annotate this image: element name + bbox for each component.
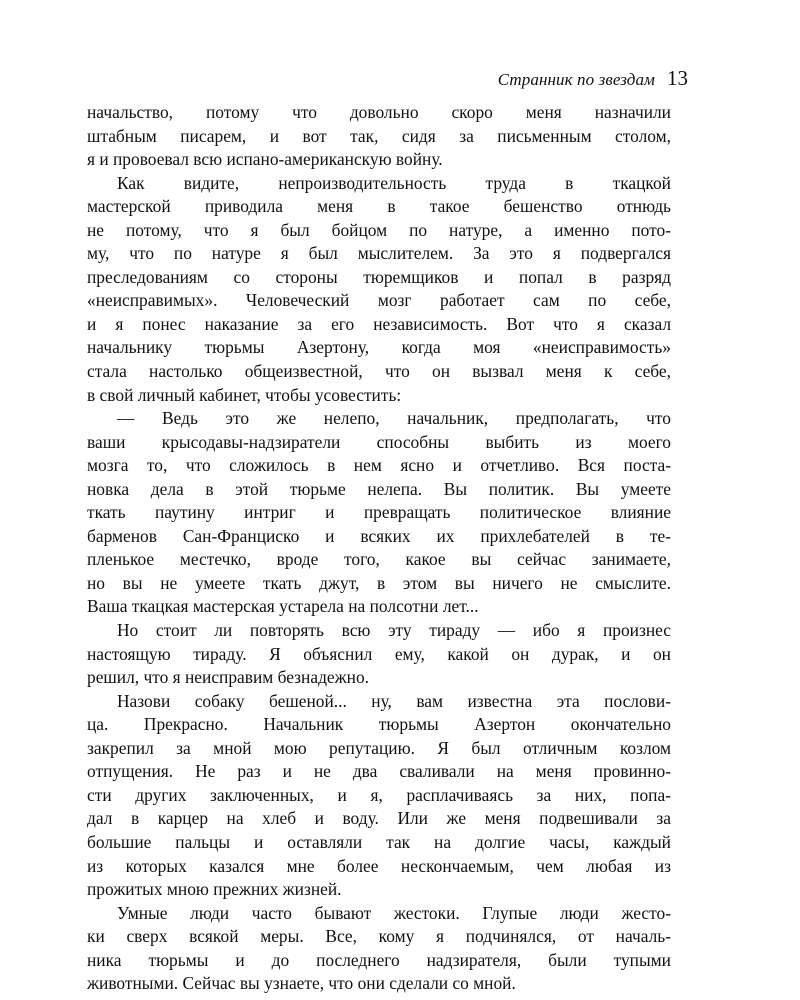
text-line: Но стоит ли повторять всю эту тираду — ибо я произнес	[117, 620, 671, 641]
text-line: не потому, что я был бойцом по натуре, а именно пото-	[87, 219, 671, 240]
text-line: закрепил за мной мою репутацию. Я был отличным козлом	[87, 737, 671, 758]
running-title: Странник по звездам	[497, 70, 655, 89]
text-line: ца. Прекрасно. Начальник тюрьмы Азертон окончательно	[87, 714, 671, 735]
page-number: 13	[667, 66, 688, 90]
text-line: решил, что я неисправим безнадежно.	[87, 667, 370, 688]
paragraph	[87, 407, 671, 619]
text-line: животными. Сейчас вы узнаете, что они сделали со мной.	[87, 973, 516, 994]
text-line: Назови собаку бешеной... ну, вам известна эта послови-	[117, 690, 671, 711]
text-line: но вы не умеете ткать джут, в этом вы ничего не смыслите.	[87, 572, 671, 593]
text-line: начальнику тюрьмы Азертону, когда моя «неисправимость»	[87, 337, 671, 358]
text-line: ки сверх всякой меры. Все, кому я подчинялся, от началь-	[87, 926, 671, 947]
paragraph	[87, 101, 671, 172]
body-text	[87, 101, 671, 996]
paragraph	[87, 619, 671, 690]
text-line: барменов Сан-Франциско и всяких их прихлебателей в те-	[87, 525, 671, 546]
text-line: штабным писарем, и вот так, сидя за письменным столом,	[87, 125, 671, 146]
text-line: Умные люди часто бывают жестоки. Глупые люди жесто-	[117, 902, 671, 923]
text-line: стала настолько общеизвестной, что он вызвал меня к себе,	[87, 361, 671, 382]
text-line: я и провоевал всю испано-американскую войну.	[87, 149, 443, 170]
text-line: ника тюрьмы и до последнего надзирателя, были тупыми	[87, 949, 671, 970]
running-head	[498, 66, 688, 91]
text-line: настоящую тираду. Я объяснил ему, какой он дурак, и он	[87, 643, 671, 664]
text-line: пленькое местечко, вроде того, какое вы сейчас занимаете,	[87, 549, 671, 570]
paragraph	[87, 690, 671, 902]
text-line: прожитых мною прежних жизней.	[87, 879, 342, 900]
text-line: преследованиям со стороны тюремщиков и попал в разряд	[87, 266, 671, 287]
text-line: — Ведь это же нелепо, начальник, предполагать, что	[117, 408, 671, 429]
paragraph	[87, 902, 671, 996]
text-line: мозга то, что сложилось в нем ясно и отчетливо. Вся поста-	[87, 455, 671, 476]
text-line: большие пальцы и оставляли так на долгие часы, каждый	[87, 831, 671, 852]
text-line: Как видите, непроизводительность труда в ткацкой	[117, 172, 671, 193]
text-line: мастерской приводила меня в такое бешенство отнюдь	[87, 196, 671, 217]
text-line: из которых казался мне более нескончаемым, чем любая из	[87, 855, 671, 876]
text-line: в свой личный кабинет, чтобы усовестить:	[87, 384, 402, 405]
text-line: начальство, потому что довольно скоро меня назначили	[87, 102, 671, 122]
text-line: сти других заключенных, и я, расплачиваясь за них, попа-	[87, 784, 671, 805]
text-line: дал в карцер на хлеб и воду. Или же меня подвешивали за	[87, 808, 671, 829]
text-line: ткать паутину интриг и превращать политическое влияние	[87, 502, 671, 523]
text-line: му, что по натуре я был мыслителем. За это я подвергался	[87, 243, 671, 264]
text-line: новка дела в этой тюрьме нелепа. Вы политик. Вы умеете	[87, 478, 671, 499]
text-line: «неисправимых». Человеческий мозг работает сам по себе,	[87, 290, 671, 311]
text-line: и я понес наказание за его независимость. Вот что я сказал	[87, 313, 671, 334]
paragraph	[87, 172, 671, 407]
text-line: отпущения. Не раз и не два сваливали на меня провинно-	[87, 761, 671, 782]
text-line: ваши крысодавы-надзиратели способны выбить из моего	[87, 431, 671, 452]
text-line: Ваша ткацкая мастерская устарела на полсотни лет...	[87, 596, 479, 617]
